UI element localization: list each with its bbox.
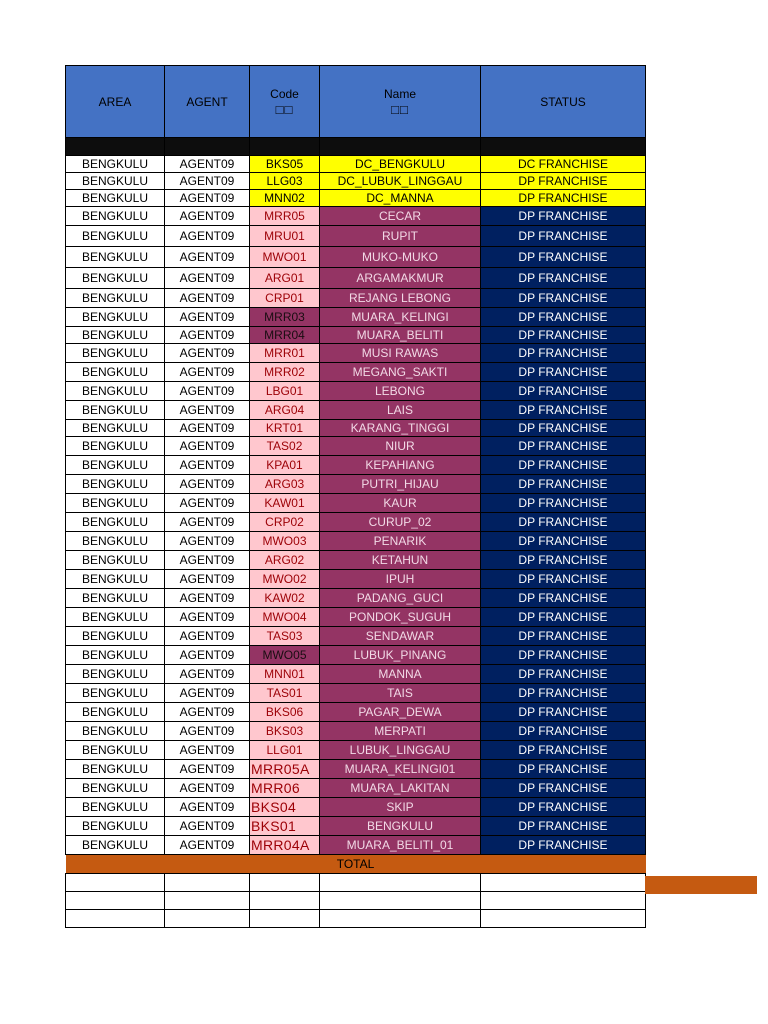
agent-cell[interactable]: AGENT09 [165, 684, 250, 703]
agent-cell[interactable]: AGENT09 [165, 646, 250, 665]
code-cell[interactable]: MWO03 [250, 532, 320, 551]
agent-cell[interactable]: AGENT09 [165, 760, 250, 779]
area-cell[interactable]: BENGKULU [66, 289, 165, 308]
status-cell[interactable]: DP FRANCHISE [481, 627, 646, 646]
code-cell[interactable]: MRR02 [250, 363, 320, 382]
table-row [66, 836, 646, 855]
header-name-sub: □□ [391, 101, 409, 117]
empty-cell[interactable] [320, 910, 481, 928]
area-cell[interactable]: BENGKULU [66, 401, 165, 420]
table-row [66, 703, 646, 722]
total-row-extension [645, 876, 757, 894]
code-cell[interactable]: ARG01 [250, 268, 320, 289]
name-cell[interactable]: NIUR [320, 437, 481, 456]
empty-row [66, 910, 646, 928]
agent-cell[interactable]: AGENT09 [165, 156, 250, 173]
empty-cell[interactable] [320, 892, 481, 910]
status-cell[interactable]: DP FRANCHISE [481, 513, 646, 532]
name-cell[interactable]: PADANG_GUCI [320, 589, 481, 608]
header-agent[interactable]: AGENT [165, 66, 250, 138]
agent-cell[interactable]: AGENT09 [165, 741, 250, 760]
agent-cell[interactable]: AGENT09 [165, 456, 250, 475]
table-row [66, 551, 646, 570]
empty-cell[interactable] [481, 892, 646, 910]
table-row [66, 627, 646, 646]
header-status[interactable]: STATUS [481, 66, 646, 138]
header-code-sub: □□ [275, 101, 294, 117]
table-row [66, 741, 646, 760]
status-cell[interactable]: DC FRANCHISE [481, 156, 646, 173]
name-cell[interactable]: LEBONG [320, 382, 481, 401]
area-cell[interactable]: BENGKULU [66, 513, 165, 532]
agent-cell[interactable]: AGENT09 [165, 817, 250, 836]
area-cell[interactable]: BENGKULU [66, 156, 165, 173]
code-cell[interactable]: BKS06 [250, 703, 320, 722]
name-cell[interactable]: RUPIT [320, 226, 481, 247]
status-cell[interactable]: DP FRANCHISE [481, 327, 646, 344]
name-cell[interactable]: BENGKULU [320, 817, 481, 836]
empty-cell[interactable] [66, 892, 165, 910]
area-cell[interactable]: BENGKULU [66, 475, 165, 494]
status-cell[interactable]: DP FRANCHISE [481, 741, 646, 760]
agent-cell[interactable]: AGENT09 [165, 190, 250, 207]
empty-cell[interactable] [165, 910, 250, 928]
table-row [66, 289, 646, 308]
status-cell[interactable]: DP FRANCHISE [481, 190, 646, 207]
status-cell[interactable]: DP FRANCHISE [481, 836, 646, 855]
table-row [66, 382, 646, 401]
table-row [66, 363, 646, 382]
status-cell[interactable]: DP FRANCHISE [481, 226, 646, 247]
header-name[interactable]: Name □□ [320, 66, 481, 138]
empty-cell[interactable] [250, 910, 320, 928]
name-cell[interactable]: LUBUK_PINANG [320, 646, 481, 665]
agent-cell[interactable]: AGENT09 [165, 665, 250, 684]
status-cell[interactable]: DP FRANCHISE [481, 817, 646, 836]
code-cell[interactable]: BKS01 [250, 817, 320, 836]
status-cell[interactable]: DP FRANCHISE [481, 703, 646, 722]
table-row [66, 608, 646, 627]
agent-cell[interactable]: AGENT09 [165, 608, 250, 627]
header-code[interactable]: Code □□ [250, 66, 320, 138]
status-cell[interactable]: DP FRANCHISE [481, 420, 646, 437]
agent-cell[interactable]: AGENT09 [165, 207, 250, 226]
name-cell[interactable]: PAGAR_DEWA [320, 703, 481, 722]
table-row [66, 401, 646, 420]
area-cell[interactable]: BENGKULU [66, 173, 165, 190]
area-cell[interactable]: BENGKULU [66, 722, 165, 741]
area-cell[interactable]: BENGKULU [66, 363, 165, 382]
code-cell[interactable]: LLG01 [250, 741, 320, 760]
name-cell[interactable]: KARANG_TINGGI [320, 420, 481, 437]
table-row [66, 420, 646, 437]
area-cell[interactable]: BENGKULU [66, 420, 165, 437]
agent-cell[interactable]: AGENT09 [165, 437, 250, 456]
name-cell[interactable]: CURUP_02 [320, 513, 481, 532]
area-cell[interactable]: BENGKULU [66, 437, 165, 456]
status-cell[interactable]: DP FRANCHISE [481, 760, 646, 779]
code-cell[interactable]: CRP02 [250, 513, 320, 532]
area-cell[interactable]: BENGKULU [66, 551, 165, 570]
agent-cell[interactable]: AGENT09 [165, 570, 250, 589]
area-cell[interactable]: BENGKULU [66, 608, 165, 627]
agent-cell[interactable]: AGENT09 [165, 173, 250, 190]
name-cell[interactable]: SKIP [320, 798, 481, 817]
table-row [66, 513, 646, 532]
status-cell[interactable]: DP FRANCHISE [481, 551, 646, 570]
header-row [66, 66, 646, 138]
area-cell[interactable]: BENGKULU [66, 817, 165, 836]
code-cell[interactable]: MWO05 [250, 646, 320, 665]
code-cell[interactable]: KAW02 [250, 589, 320, 608]
separator-cell[interactable] [250, 138, 320, 156]
agent-cell[interactable]: AGENT09 [165, 532, 250, 551]
agent-cell[interactable]: AGENT09 [165, 382, 250, 401]
code-cell[interactable]: ARG02 [250, 551, 320, 570]
code-cell[interactable]: KPA01 [250, 456, 320, 475]
area-cell[interactable]: BENGKULU [66, 570, 165, 589]
name-cell[interactable]: TAIS [320, 684, 481, 703]
status-cell[interactable]: DP FRANCHISE [481, 494, 646, 513]
agent-cell[interactable]: AGENT09 [165, 494, 250, 513]
name-cell[interactable]: PONDOK_SUGUH [320, 608, 481, 627]
black-separator-row [66, 138, 646, 156]
table-row [66, 173, 646, 190]
status-cell[interactable]: DP FRANCHISE [481, 798, 646, 817]
area-cell[interactable]: BENGKULU [66, 190, 165, 207]
separator-cell[interactable] [66, 138, 165, 156]
agent-cell[interactable]: AGENT09 [165, 247, 250, 268]
code-cell[interactable]: BKS05 [250, 156, 320, 173]
area-cell[interactable]: BENGKULU [66, 344, 165, 363]
empty-cell[interactable] [66, 874, 165, 892]
table-row [66, 760, 646, 779]
header-area[interactable]: AREA [66, 66, 165, 138]
table-row [66, 327, 646, 344]
status-cell[interactable]: DP FRANCHISE [481, 665, 646, 684]
empty-row [66, 874, 646, 892]
name-cell[interactable]: SENDAWAR [320, 627, 481, 646]
table-row [66, 494, 646, 513]
name-cell[interactable]: KEPAHIANG [320, 456, 481, 475]
agent-table [65, 65, 646, 928]
agent-cell[interactable]: AGENT09 [165, 836, 250, 855]
status-cell[interactable]: DP FRANCHISE [481, 363, 646, 382]
status-cell[interactable]: DP FRANCHISE [481, 722, 646, 741]
code-cell[interactable]: TAS01 [250, 684, 320, 703]
code-cell[interactable]: MRR06 [250, 779, 320, 798]
name-cell[interactable]: MUSI RAWAS [320, 344, 481, 363]
area-cell[interactable]: BENGKULU [66, 308, 165, 327]
status-cell[interactable]: DP FRANCHISE [481, 589, 646, 608]
table-row [66, 817, 646, 836]
area-cell[interactable]: BENGKULU [66, 226, 165, 247]
status-cell[interactable]: DP FRANCHISE [481, 437, 646, 456]
agent-cell[interactable]: AGENT09 [165, 289, 250, 308]
code-cell[interactable]: MNN02 [250, 190, 320, 207]
code-cell[interactable]: ARG04 [250, 401, 320, 420]
code-cell[interactable]: CRP01 [250, 289, 320, 308]
name-cell[interactable]: KAUR [320, 494, 481, 513]
agent-cell[interactable]: AGENT09 [165, 722, 250, 741]
status-cell[interactable]: DP FRANCHISE [481, 779, 646, 798]
agent-cell[interactable]: AGENT09 [165, 798, 250, 817]
area-cell[interactable]: BENGKULU [66, 760, 165, 779]
empty-cell[interactable] [165, 874, 250, 892]
area-cell[interactable]: BENGKULU [66, 494, 165, 513]
code-cell[interactable]: MNN01 [250, 665, 320, 684]
status-cell[interactable]: DP FRANCHISE [481, 382, 646, 401]
status-cell[interactable]: DP FRANCHISE [481, 289, 646, 308]
area-cell[interactable]: BENGKULU [66, 779, 165, 798]
table-row [66, 456, 646, 475]
area-cell[interactable]: BENGKULU [66, 646, 165, 665]
separator-cell[interactable] [320, 138, 481, 156]
area-cell[interactable]: BENGKULU [66, 684, 165, 703]
table-row [66, 475, 646, 494]
agent-cell[interactable]: AGENT09 [165, 703, 250, 722]
table-row [66, 684, 646, 703]
table-row [66, 570, 646, 589]
status-cell[interactable]: DP FRANCHISE [481, 401, 646, 420]
code-cell[interactable]: BKS04 [250, 798, 320, 817]
code-cell[interactable]: MWO02 [250, 570, 320, 589]
status-cell[interactable]: DP FRANCHISE [481, 344, 646, 363]
agent-cell[interactable]: AGENT09 [165, 344, 250, 363]
status-cell[interactable]: DP FRANCHISE [481, 570, 646, 589]
area-cell[interactable]: BENGKULU [66, 741, 165, 760]
area-cell[interactable]: BENGKULU [66, 532, 165, 551]
code-cell[interactable]: MRU01 [250, 226, 320, 247]
empty-cell[interactable] [481, 874, 646, 892]
area-cell[interactable]: BENGKULU [66, 703, 165, 722]
status-cell[interactable]: DP FRANCHISE [481, 456, 646, 475]
agent-cell[interactable]: AGENT09 [165, 420, 250, 437]
name-cell[interactable]: PUTRI_HIJAU [320, 475, 481, 494]
agent-cell[interactable]: AGENT09 [165, 268, 250, 289]
name-cell[interactable]: MUARA_KELINGI01 [320, 760, 481, 779]
table-row [66, 247, 646, 268]
status-cell[interactable]: DP FRANCHISE [481, 173, 646, 190]
name-cell[interactable]: MUARA_BELITI_01 [320, 836, 481, 855]
table-row [66, 532, 646, 551]
empty-cell[interactable] [320, 874, 481, 892]
empty-cell[interactable] [250, 874, 320, 892]
name-cell[interactable]: MUARA_BELITI [320, 327, 481, 344]
code-cell[interactable]: KAW01 [250, 494, 320, 513]
table-row [66, 207, 646, 226]
name-cell[interactable]: CECAR [320, 207, 481, 226]
status-cell[interactable]: DP FRANCHISE [481, 247, 646, 268]
name-cell[interactable]: ARGAMAKMUR [320, 268, 481, 289]
table-row [66, 646, 646, 665]
area-cell[interactable]: BENGKULU [66, 456, 165, 475]
table-row [66, 722, 646, 741]
area-cell[interactable]: BENGKULU [66, 247, 165, 268]
area-cell[interactable]: BENGKULU [66, 665, 165, 684]
status-cell[interactable]: DP FRANCHISE [481, 532, 646, 551]
area-cell[interactable]: BENGKULU [66, 207, 165, 226]
table-row [66, 779, 646, 798]
name-cell[interactable]: MERPATI [320, 722, 481, 741]
agent-cell[interactable]: AGENT09 [165, 551, 250, 570]
status-cell[interactable]: DP FRANCHISE [481, 475, 646, 494]
table-row [66, 665, 646, 684]
agent-cell[interactable]: AGENT09 [165, 627, 250, 646]
name-cell[interactable]: MEGANG_SAKTI [320, 363, 481, 382]
name-cell[interactable]: DC_LUBUK_LINGGAU [320, 173, 481, 190]
name-cell[interactable]: LAIS [320, 401, 481, 420]
code-cell[interactable]: TAS02 [250, 437, 320, 456]
code-cell[interactable]: LBG01 [250, 382, 320, 401]
empty-row [66, 892, 646, 910]
code-cell[interactable]: BKS03 [250, 722, 320, 741]
status-cell[interactable]: DP FRANCHISE [481, 646, 646, 665]
area-cell[interactable]: BENGKULU [66, 327, 165, 344]
name-cell[interactable]: MUARA_LAKITAN [320, 779, 481, 798]
table-row [66, 437, 646, 456]
agent-cell[interactable]: AGENT09 [165, 589, 250, 608]
area-cell[interactable]: BENGKULU [66, 382, 165, 401]
table-row [66, 344, 646, 363]
total-row [66, 855, 646, 874]
agent-cell[interactable]: AGENT09 [165, 308, 250, 327]
name-cell[interactable]: DC_MANNA [320, 190, 481, 207]
agent-cell[interactable]: AGENT09 [165, 513, 250, 532]
name-cell[interactable]: LUBUK_LINGGAU [320, 741, 481, 760]
code-cell[interactable]: KRT01 [250, 420, 320, 437]
area-cell[interactable]: BENGKULU [66, 798, 165, 817]
name-cell[interactable]: MANNA [320, 665, 481, 684]
code-cell[interactable]: MRR01 [250, 344, 320, 363]
name-cell[interactable]: REJANG LEBONG [320, 289, 481, 308]
area-cell[interactable]: BENGKULU [66, 836, 165, 855]
name-cell[interactable]: IPUH [320, 570, 481, 589]
agent-cell[interactable]: AGENT09 [165, 363, 250, 382]
table-row [66, 798, 646, 817]
area-cell[interactable]: BENGKULU [66, 627, 165, 646]
code-cell[interactable]: MRR05A [250, 760, 320, 779]
code-cell[interactable]: LLG03 [250, 173, 320, 190]
empty-cell[interactable] [66, 910, 165, 928]
code-cell[interactable]: MRR03 [250, 308, 320, 327]
agent-cell[interactable]: AGENT09 [165, 327, 250, 344]
table-row [66, 589, 646, 608]
separator-cell[interactable] [165, 138, 250, 156]
empty-cell[interactable] [481, 910, 646, 928]
separator-cell[interactable] [481, 138, 646, 156]
status-cell[interactable]: DP FRANCHISE [481, 684, 646, 703]
code-cell[interactable]: MWO04 [250, 608, 320, 627]
status-cell[interactable]: DP FRANCHISE [481, 308, 646, 327]
total-label[interactable]: TOTAL [66, 855, 646, 874]
name-cell[interactable]: MUARA_KELINGI [320, 308, 481, 327]
agent-cell[interactable]: AGENT09 [165, 779, 250, 798]
status-cell[interactable]: DP FRANCHISE [481, 268, 646, 289]
name-cell[interactable]: PENARIK [320, 532, 481, 551]
status-cell[interactable]: DP FRANCHISE [481, 608, 646, 627]
name-cell[interactable]: KETAHUN [320, 551, 481, 570]
table-row [66, 190, 646, 207]
area-cell[interactable]: BENGKULU [66, 589, 165, 608]
table-row [66, 268, 646, 289]
table-row [66, 156, 646, 173]
table-row [66, 308, 646, 327]
agent-cell[interactable]: AGENT09 [165, 401, 250, 420]
code-cell[interactable]: TAS03 [250, 627, 320, 646]
code-cell[interactable]: ARG03 [250, 475, 320, 494]
code-cell[interactable]: MRR04 [250, 327, 320, 344]
code-cell[interactable]: MRR05 [250, 207, 320, 226]
code-cell[interactable]: MRR04A [250, 836, 320, 855]
empty-cell[interactable] [250, 892, 320, 910]
agent-cell[interactable]: AGENT09 [165, 226, 250, 247]
area-cell[interactable]: BENGKULU [66, 268, 165, 289]
agent-cell[interactable]: AGENT09 [165, 475, 250, 494]
status-cell[interactable]: DP FRANCHISE [481, 207, 646, 226]
name-cell[interactable]: DC_BENGKULU [320, 156, 481, 173]
empty-cell[interactable] [165, 892, 250, 910]
code-cell[interactable]: MWO01 [250, 247, 320, 268]
name-cell[interactable]: MUKO-MUKO [320, 247, 481, 268]
table-row [66, 226, 646, 247]
